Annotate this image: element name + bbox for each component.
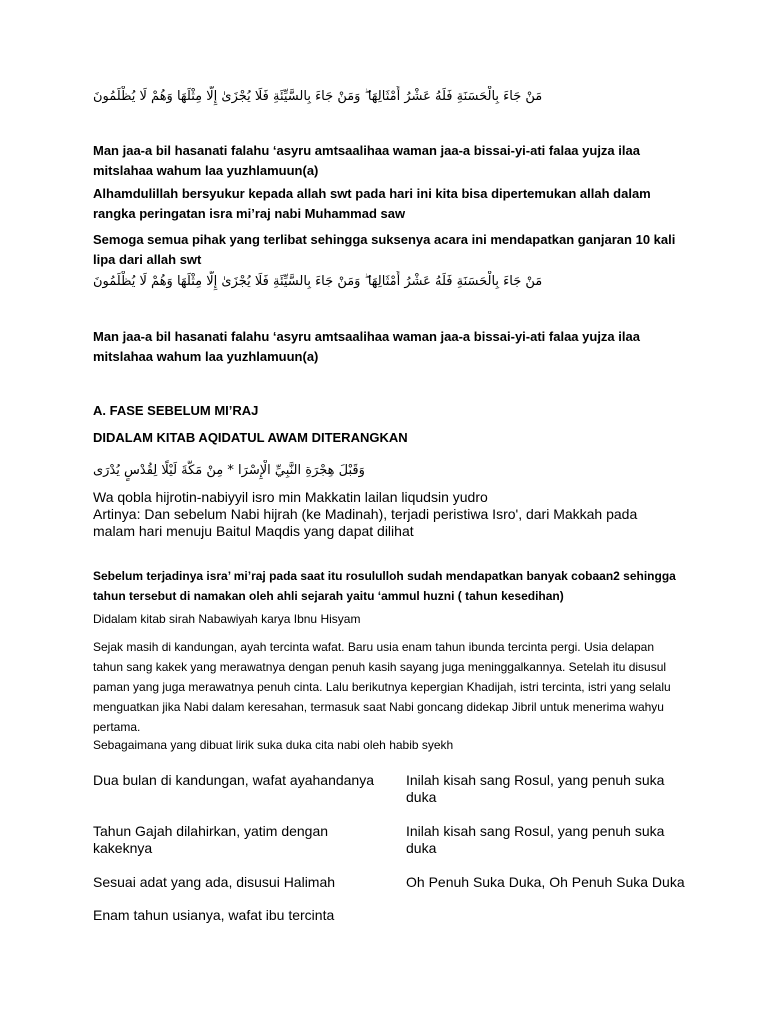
heading-fase-sebelum-miraj: A. FASE SEBELUM MI’RAJ	[93, 403, 259, 418]
lyric-right-2: Inilah kisah sang Rosul, yang penuh suka duka	[406, 823, 665, 856]
paragraph-kitab-sirah: Didalam kitab sirah Nabawiyah karya Ibnu Hisyam	[93, 612, 361, 626]
lyric-right-3: Oh Penuh Suka Duka, Oh Penuh Suka Duka	[406, 874, 685, 890]
transliteration-3: Wa qobla hijrotin-nabiyyil isro min Makkatin lailan liqudsin yudro	[93, 489, 488, 505]
arabic-verse-2: مَنْ جَاءَ بِالْحَسَنَةِ فَلَهُ عَشْرُ أَمْثَالِهَا ۖ وَمَنْ جَاءَ بِالسَّيِّئَةِ فَلَا يُجْزَىٰ إِلَّا مِثْلَهَا وَهُمْ لَا يُظْلَمُونَ	[93, 274, 543, 289]
artinya-translation: Artinya: Dan sebelum Nabi hijrah (ke Madinah), terjadi peristiwa Isro', dari Makkah pada malam hari menuju Baitul Maqdis yang dapat dilihat	[93, 506, 638, 539]
lyric-right-1: Inilah kisah sang Rosul, yang penuh suka duka	[406, 772, 665, 805]
paragraph-alhamdulillah: Alhamdulillah bersyukur kepada allah swt pada hari ini kita bisa dipertemukan allah dalam rangka peringatan isra mi’raj nabi Muhammad saw	[93, 186, 651, 221]
lyric-left-3: Sesuai adat yang ada, disusui Halimah	[93, 874, 336, 890]
heading-kitab-aqidatul-awam: DIDALAM KITAB AQIDATUL AWAM DITERANGKAN	[93, 430, 408, 445]
arabic-verse-1: مَنْ جَاءَ بِالْحَسَنَةِ فَلَهُ عَشْرُ أَمْثَالِهَا ۖ وَمَنْ جَاءَ بِالسَّيِّئَةِ فَلَا يُجْزَىٰ إِلَّا مِثْلَهَا وَهُمْ لَا يُظْلَمُونَ	[93, 89, 543, 104]
paragraph-semoga: Semoga semua pihak yang terlibat sehingga suksenya acara ini mendapatkan ganjaran 10 kali lipa dari allah swt	[93, 232, 676, 267]
lyric-left-2: Tahun Gajah dilahirkan, yatim dengan kakeknya	[93, 823, 329, 856]
arabic-verse-3: وَقَبْلَ هِجْرَةِ النَّبِيِّ الْإِسْرَا * مِنْ مَكَّةَ لَيْلًا لِقُدْسٍ يُدْرَى	[93, 463, 365, 478]
transliteration-2: Man jaa-a bil hasanati falahu ‘asyru amtsaalihaa waman jaa-a bissai-yi-ati falaa yujza ilaa mitslahaa wahum laa yuzhlamuun(a)	[93, 329, 640, 364]
paragraph-sejak-kandungan: Sejak masih di kandungan, ayah tercinta wafat. Baru usia enam tahun ibunda tercinta pergi. Usia delapan tahun sang kakek yang merawatnya dengan penuh kasih sayang juga meninggalkannya. Setelah itu disusul paman yang juga merawatnya penuh cinta. Lalu berikutnya kepergian Khadijah, istri tercinta, istri yang selalu menguatkan jika Nabi dalam keresahan, termasuk saat Nabi goncang didekap Jibril untuk menerima wahyu pertama.	[93, 640, 671, 734]
transliteration-1: Man jaa-a bil hasanati falahu ‘asyru amtsaalihaa waman jaa-a bissai-yi-ati falaa yujza ilaa mitslahaa wahum laa yuzhlamuun(a)	[93, 143, 640, 178]
paragraph-sebelum-isra: Sebelum terjadinya isra’ mi’raj pada saat itu rosululloh sudah mendapatkan banyak cobaan2 sehingga tahun tersebut di namakan oleh ahli sejarah yaitu ‘ammul huzni ( tahun kesedihan)	[93, 569, 676, 603]
paragraph-lirik-habib-syekh: Sebagaimana yang dibuat lirik suka duka cita nabi oleh habib syekh	[93, 738, 454, 752]
lyric-left-1: Dua bulan di kandungan, wafat ayahandanya	[93, 772, 374, 788]
lyric-left-4: Enam tahun usianya, wafat ibu tercinta	[93, 907, 335, 923]
